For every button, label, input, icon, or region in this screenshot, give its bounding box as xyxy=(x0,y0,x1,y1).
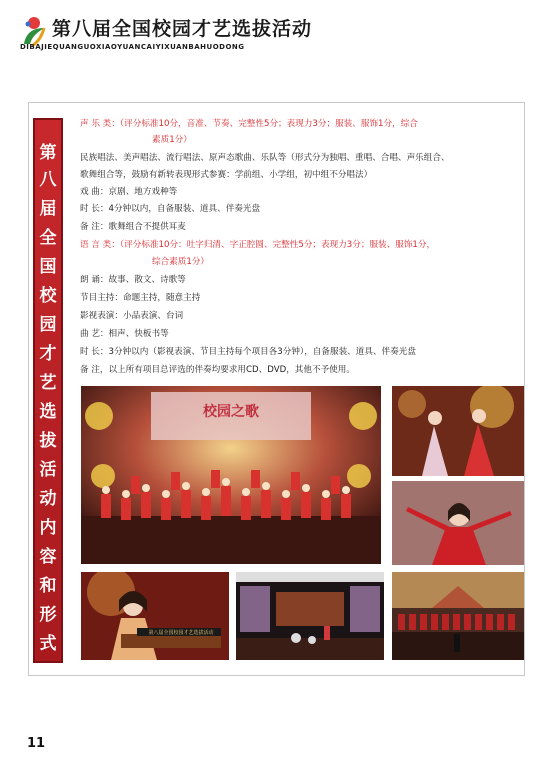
band-stage-image xyxy=(236,572,384,660)
singers-duet-image xyxy=(392,386,524,476)
sidebar-char: 才 xyxy=(39,344,57,364)
stage-banner-text: 校园之歌 xyxy=(203,404,259,420)
sidebar-char: 内 xyxy=(39,518,57,538)
language-line: 朗 诵：故事、散文、诗歌等 xyxy=(80,275,186,285)
zither-caption: 第八届全国校园才艺选拔活动 xyxy=(148,630,214,636)
stage-choir-image xyxy=(81,386,381,564)
sidebar-char: 园 xyxy=(39,315,57,335)
photo-choir-conductor xyxy=(392,572,524,660)
page-number: 11 xyxy=(27,736,46,751)
vocal-line: 民族唱法、美声唱法、流行唱法、原声态歌曲、乐队等（形式分为独唱、重唱、合唱、声乐组合、 xyxy=(80,153,450,163)
language-line: 影视表演：小品表演、台词 xyxy=(80,311,184,321)
language-line: 备 注，以上所有项目总评选的伴奏均要求用CD、DVD，其他不予使用。 xyxy=(80,365,355,375)
sidebar-char: 国 xyxy=(39,257,57,277)
sidebar-char: 全 xyxy=(39,228,57,248)
sidebar-char: 拔 xyxy=(39,431,57,451)
sidebar-char: 形 xyxy=(39,605,57,625)
language-line: 节目主持：命题主持，随意主持 xyxy=(80,293,201,303)
sidebar-char: 活 xyxy=(39,460,57,480)
choir-conductor-image xyxy=(392,572,524,660)
sidebar-char: 校 xyxy=(39,286,57,306)
sidebar-char: 容 xyxy=(39,547,57,567)
vocal-heading-cont: 素质1分） xyxy=(152,135,192,145)
sidebar-char: 艺 xyxy=(39,373,57,393)
vocal-line: 戏 曲：京剧、地方戏种等 xyxy=(80,187,178,197)
vocal-line: 歌舞组合等，鼓励有新转表现形式参赛：学前组、小学组，初中组不分唱法） xyxy=(80,170,373,180)
sidebar-char: 八 xyxy=(39,170,57,190)
vocal-line: 备 注：歌舞组合不提供耳麦 xyxy=(80,222,186,232)
vocal-heading: 声 乐 类：（评分标准10分，音准、节奏、完整性5分；表现力3分；服装、服饰1分，综合 xyxy=(80,119,418,129)
page-subtitle-pinyin: DIBAJIEQUANGUOXIAOYUANCAIYIXUANBAHUODONG xyxy=(20,43,245,51)
girl-singing-image xyxy=(392,481,524,565)
language-line: 时 长：3分钟以内（影视表演、节目主持每个项目各3分钟），自备服装、道具、伴奏光盘 xyxy=(80,347,416,357)
zither-player-image xyxy=(81,572,229,660)
photo-stage-choir xyxy=(81,386,381,564)
photo-singers-duet xyxy=(392,386,524,476)
language-line: 曲 艺：相声、快板书等 xyxy=(80,329,169,339)
page-title: 第八届全国校园才艺选拔活动 xyxy=(52,18,313,40)
sidebar-char: 选 xyxy=(39,402,57,422)
vocal-line: 时 长：4分钟以内，自备服装、道具、伴奏光盘 xyxy=(80,204,261,214)
photo-girl-singing xyxy=(392,481,524,565)
photo-zither-player xyxy=(81,572,229,660)
page-header xyxy=(0,0,549,60)
language-heading-cont: 综合素质1分） xyxy=(152,257,210,267)
photo-band-stage xyxy=(236,572,384,660)
sidebar-char: 第 xyxy=(39,143,57,163)
sidebar-char: 动 xyxy=(39,489,57,509)
sidebar-char: 式 xyxy=(39,634,57,654)
sidebar-vertical-title xyxy=(33,118,63,663)
language-heading: 语 言 类：（评分标准10分：吐字归清、字正腔圆、完整性5分；表现力3分；服装、服饰1分， xyxy=(80,240,436,250)
sidebar-char: 届 xyxy=(39,199,57,219)
sidebar-char: 和 xyxy=(39,576,57,596)
